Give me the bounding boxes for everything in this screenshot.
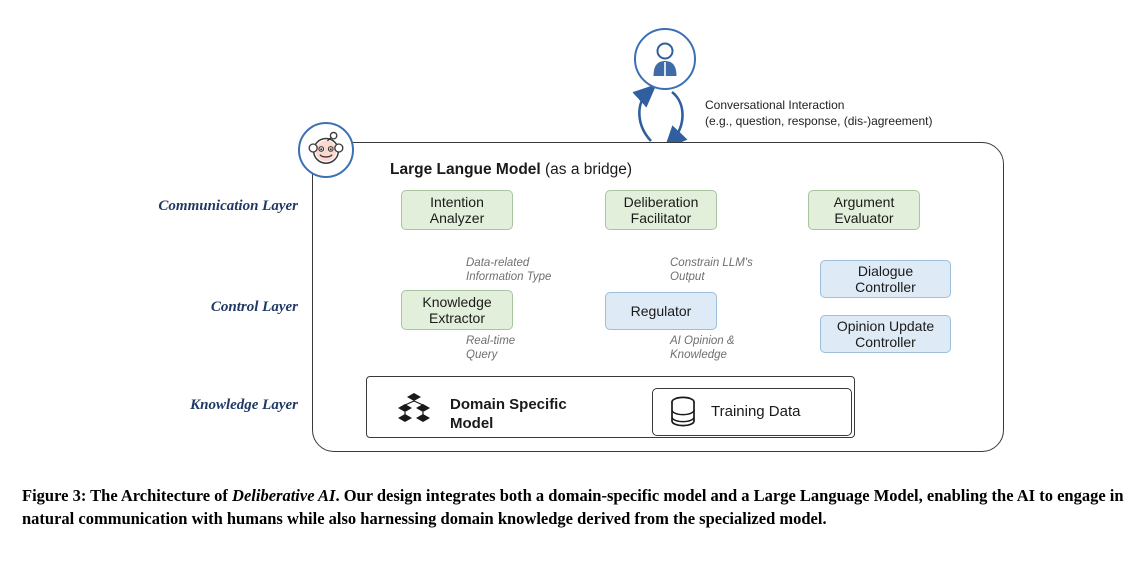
reddit-logo-icon — [307, 129, 345, 172]
node-knowledge-extractor[interactable] — [401, 290, 513, 330]
node-deliberation-facilitator[interactable] — [605, 190, 717, 230]
intention-analyzer-line2: Analyzer — [429, 210, 485, 226]
data-related-line2: Information Type — [466, 271, 552, 284]
community-avatar — [298, 122, 354, 178]
person-avatar-icon — [634, 28, 696, 90]
node-opinion-update-controller[interactable] — [820, 315, 951, 353]
panel-title-main: Large Langue Model — [390, 161, 541, 178]
regulator-label: Regulator — [630, 302, 692, 319]
caption-italic: Deliberative AI — [232, 486, 336, 505]
annotation-data-related — [466, 256, 551, 285]
panel-title — [390, 161, 632, 179]
node-dialogue-controller[interactable] — [820, 260, 951, 298]
deliberation-facilitator-line1: Deliberation — [623, 193, 699, 210]
annotation-constrain-llm — [670, 256, 753, 285]
layer-label-communication: Communication Layer — [158, 198, 298, 214]
database-cylinder-icon — [666, 396, 700, 428]
node-intention-analyzer[interactable] — [401, 190, 513, 230]
knowledge-extractor-line1: Knowledge — [422, 293, 492, 310]
ai-opinion-line1: AI Opinion & — [670, 335, 735, 347]
constrain-llm-line1: Constrain LLM's — [670, 257, 753, 269]
layer-label-knowledge: Knowledge Layer — [190, 397, 298, 413]
deliberation-facilitator-line2: Facilitator — [630, 210, 692, 226]
training-data-label: Training Data — [711, 403, 801, 421]
argument-evaluator-line1: Argument — [833, 193, 895, 210]
conversational-interaction-line1: Conversational Interaction — [705, 98, 845, 112]
ai-opinion-line2: Knowledge — [670, 349, 727, 362]
domain-specific-model-label — [450, 396, 567, 434]
realtime-query-line1: Real-time — [466, 335, 516, 347]
node-regulator[interactable] — [605, 292, 717, 330]
conversational-interaction-annotation — [705, 98, 932, 129]
panel-title-suffix: (as a bridge) — [540, 161, 633, 178]
node-argument-evaluator[interactable] — [808, 190, 920, 230]
realtime-query-line2: Query — [466, 349, 498, 362]
knowledge-extractor-line2: Extractor — [428, 310, 485, 326]
cubes-model-icon — [392, 390, 436, 426]
opinion-update-controller-line2: Controller — [855, 334, 916, 350]
data-related-line1: Data-related — [466, 257, 530, 269]
domain-model-line2: Model — [450, 414, 494, 432]
dialogue-controller-line2: Controller — [855, 279, 916, 295]
annotation-realtime-query — [466, 334, 515, 363]
constrain-llm-line2: Output — [670, 271, 705, 284]
opinion-update-controller-line1: Opinion Update — [836, 317, 935, 334]
layer-label-control: Control Layer — [210, 299, 298, 315]
argument-evaluator-line2: Evaluator — [834, 210, 894, 226]
conversational-interaction-line2: (e.g., question, response, (dis-)agreement) — [705, 113, 933, 128]
figure-caption — [22, 484, 1132, 531]
dialogue-controller-line1: Dialogue — [857, 262, 914, 279]
caption-prefix: Figure 3: The Architecture of — [22, 486, 233, 505]
intention-analyzer-line1: Intention — [430, 193, 484, 210]
domain-model-line1: Domain Specific — [450, 396, 567, 413]
annotation-ai-opinion — [670, 334, 735, 363]
caption-rest: . Our design integrates both a domain-specific model and a Large Language Model, enabling the AI to engage in natural communication with humans while also harnessing domain knowledge derived from the specialized model. — [22, 486, 1124, 529]
